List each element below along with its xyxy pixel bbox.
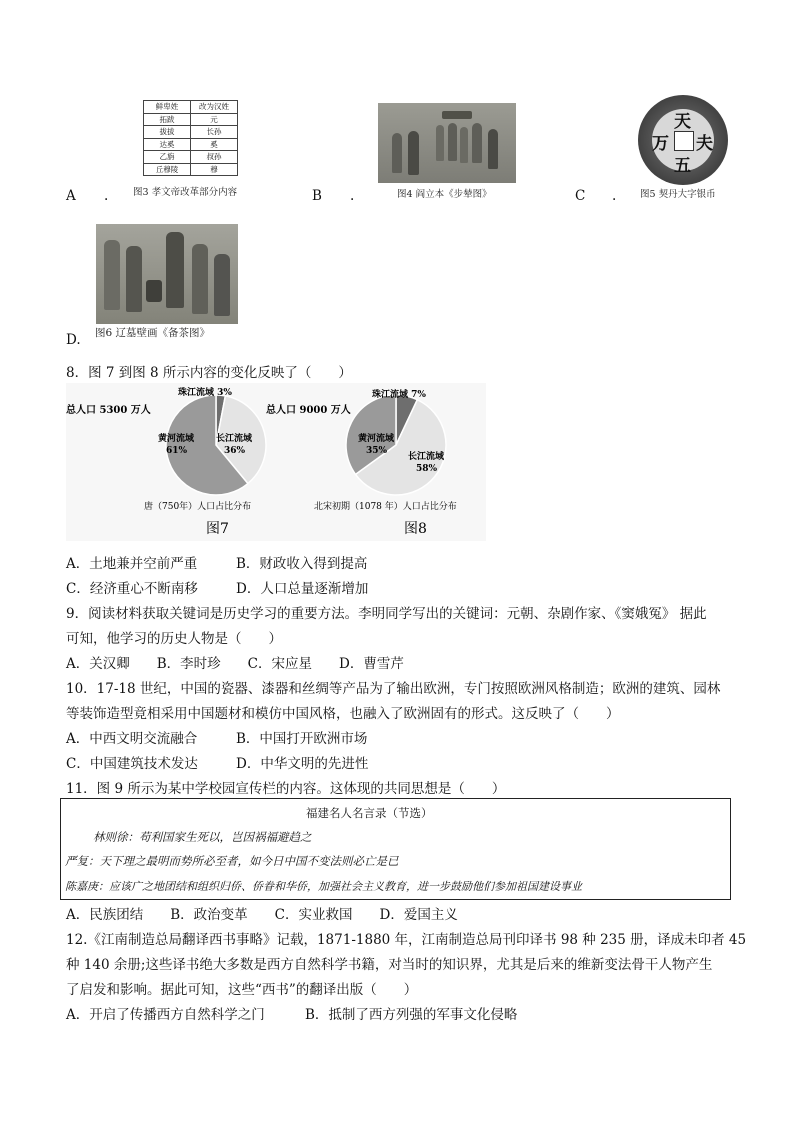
pie1-total: 总人口 5300 万人	[66, 405, 151, 416]
fig5-caption: 图5 契丹大字银币	[640, 189, 716, 200]
table-cell: 鲜卑姓	[144, 101, 191, 114]
pie-slice-label: 珠江流域 7%	[372, 390, 426, 400]
q8-option-d: D．人口总量逐渐增加	[236, 581, 369, 597]
q8-stem: 8．图 7 到图 8 所示内容的变化反映了（ ）	[66, 365, 352, 381]
option-d-label: D.	[66, 332, 81, 348]
pie-slice-value: 35%	[366, 446, 388, 456]
q10-option-a: A．中西文明交流融合	[66, 731, 198, 747]
q12-option-a: A．开启了传播西方自然科学之门	[66, 1007, 265, 1023]
q10-option-d: D．中华文明的先进性	[236, 756, 369, 772]
table-cell: 拓跋	[144, 113, 191, 126]
coin-char-right: 夫	[696, 134, 713, 154]
coin-char-top: 天	[674, 112, 691, 132]
pie-slice-label: 长江流域	[216, 434, 253, 444]
table-cell: 丘穆陵	[144, 163, 191, 176]
coin-char-bottom: 五	[674, 156, 691, 176]
quote-box-title: 福建名人名言录（节选）	[306, 806, 433, 820]
fig3-caption: 图3 孝文帝改革部分内容	[133, 187, 238, 198]
table-cell: 奚	[191, 138, 238, 151]
table-row	[144, 101, 238, 114]
table-row	[144, 163, 238, 176]
coin-char-left: 万	[652, 134, 669, 154]
q12-option-b: B．抵制了西方列强的军事文化侵略	[305, 1007, 518, 1023]
table-row	[144, 151, 238, 164]
fig6-caption: 图6 辽墓壁画《备茶图》	[95, 327, 211, 339]
q9-options: A．关汉卿 B．李时珍 C．宋应星 D．曹雪芹	[66, 656, 404, 672]
pie-slice-label: 珠江流域 3%	[178, 388, 232, 398]
fig6-mural	[96, 224, 238, 324]
q11-stem: 11．图 9 所示为某中学校园宣传栏的内容。这体现的共同思想是（ ）	[66, 781, 506, 797]
table-cell: 达奚	[144, 138, 191, 151]
pie-slice-label: 长江流域	[408, 452, 445, 462]
q8-option-a: A．土地兼并空前严重	[66, 556, 198, 572]
quote-lin-zexu: 林则徐：苟利国家生死以，岂因祸福避趋之	[93, 830, 312, 844]
fig3-table	[143, 100, 238, 176]
pie2-title: 北宋初期（1078 年）人口占比分布	[314, 502, 457, 512]
fig7-label: 图7	[206, 521, 229, 537]
table-row	[144, 126, 238, 139]
pie-slice-value: 58%	[416, 464, 438, 474]
pie2-total: 总人口 9000 万人	[266, 405, 351, 416]
table-cell: 叔孙	[191, 151, 238, 164]
pie-slice-label: 黄河流域	[158, 434, 195, 444]
q10-option-c: C．中国建筑技术发达	[66, 756, 198, 772]
q12-line1: 12.《江南制造总局翻译西书事略》记载，1871-1880 年，江南制造总局刊印译书 98 种 235 册，译成未印者 45	[66, 932, 747, 948]
q9-line2: 可知，他学习的历史人物是（ ）	[66, 631, 282, 647]
q9-line1: 9．阅读材料获取关键词是历史学习的重要方法。李明同学写出的关键词：元朝、杂剧作家、《窦娥冤》 据此	[66, 606, 707, 622]
option-a-dot: .	[104, 188, 109, 204]
q10-line2: 等装饰造型竟相采用中国题材和模仿中国风格，也融入了欧洲固有的形式。这反映了（ ）	[66, 706, 620, 722]
table-cell: 改为汉姓	[191, 101, 238, 114]
q12-line2: 种 140 余册;这些译书绝大多数是西方自然科学书籍，对当时的知识界，尤其是后来的维新变法骨干人物产生	[66, 957, 713, 973]
q11-options: A．民族团结 B．政治变革 C．实业救国 D．爱国主义	[66, 907, 458, 923]
table-cell: 元	[191, 113, 238, 126]
option-b-dot: .	[350, 188, 355, 204]
q10-line1: 10．17-18 世纪，中国的瓷器、漆器和丝绸等产品为了输出欧洲，专门按照欧洲风格制造；欧洲的建筑、园林	[66, 681, 721, 697]
table-cell: 长孙	[191, 126, 238, 139]
table-cell: 穆	[191, 163, 238, 176]
pie-charts	[66, 383, 486, 541]
pie1-title: 唐（750年）人口占比分布	[144, 502, 252, 512]
quote-chen-jiageng: 陈嘉庚：应该广之地团结和组织归侨、侨眷和华侨，加强社会主义教育，进一步鼓励他们参加祖国建设事业	[65, 880, 582, 893]
q8-option-b: B．财政收入得到提高	[236, 556, 368, 572]
q10-option-b: B．中国打开欧洲市场	[236, 731, 368, 747]
pie-slice-value: 36%	[224, 446, 246, 456]
option-c-dot: .	[612, 188, 617, 204]
table-row	[144, 138, 238, 151]
fig4-painting	[378, 103, 516, 183]
option-c-label: C	[575, 188, 586, 204]
pie-slice-value: 61%	[166, 446, 188, 456]
table-cell: 拔拔	[144, 126, 191, 139]
table-row	[144, 113, 238, 126]
pie-slice-label: 黄河流域	[358, 434, 395, 444]
fig4-caption: 图4 阎立本《步辇图》	[397, 189, 492, 200]
q12-line3: 了启发和影响。据此可知，这些“西书”的翻译出版（ ）	[66, 982, 418, 998]
coin-image	[638, 95, 728, 185]
table-cell: 乙旃	[144, 151, 191, 164]
option-a-label: A	[66, 188, 76, 204]
fig8-label: 图8	[404, 521, 427, 537]
q8-option-c: C．经济重心不断南移	[66, 581, 198, 597]
quote-box	[60, 798, 731, 900]
quote-yan-fu: 严复：天下理之最明而势所必至者，如今日中国不变法则必亡是已	[65, 854, 399, 868]
option-b-label: B	[312, 188, 322, 204]
